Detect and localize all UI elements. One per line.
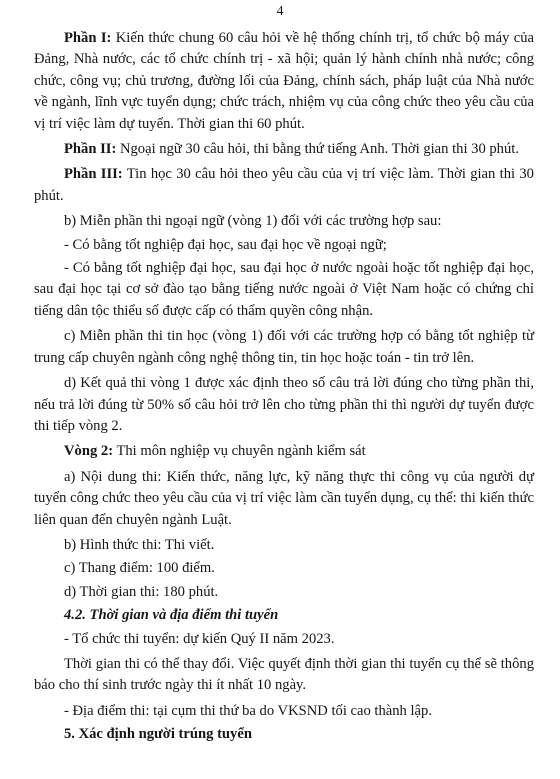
paragraph-exam-schedule: - Tổ chức thi tuyển: dự kiến Quý II năm 2023. bbox=[64, 630, 335, 647]
part-3-label: Phần III: bbox=[64, 166, 123, 183]
document-body bbox=[34, 28, 534, 750]
paragraph-exam-duration: d) Thời gian thi: 180 phút. bbox=[64, 583, 219, 600]
paragraph-exemption-item-2: - Có bằng tốt nghiệp đại học, sau đại học ở nước ngoài hoặc tốt nghiệp đại học, sau đại học tại cơ sở đào tạo bằng tiếng nước ngoài ở Việt Nam hoặc có chứng chỉ tiếng dân tộc thiểu số được cấp có thẩm quyền công nhận. bbox=[34, 260, 534, 319]
paragraph-round-2 bbox=[34, 441, 534, 462]
paragraph-time-change: Thời gian thi có thể thay đổi. Việc quyết định thời gian thi tuyển cụ thể sẽ thông báo cho thí sinh trước ngày thi ít nhất 10 ngày. bbox=[34, 655, 534, 694]
paragraph-exemption-item-1: - Có bằng tốt nghiệp đại học, sau đại học về ngoại ngữ; bbox=[64, 236, 387, 253]
paragraph-part-3 bbox=[34, 164, 534, 207]
paragraph-score-scale: c) Thang điểm: 100 điểm. bbox=[64, 560, 215, 577]
section-heading-5: 5. Xác định người trúng tuyển bbox=[64, 726, 252, 743]
paragraph-foreign-language-exemption: b) Miễn phần thi ngoại ngữ (vòng 1) đối với các trường hợp sau: bbox=[64, 213, 442, 230]
round-2-text: Thi môn nghiệp vụ chuyên ngành kiểm sát bbox=[113, 443, 366, 460]
paragraph-exam-form: b) Hình thức thi: Thi viết. bbox=[64, 536, 215, 553]
paragraph-part-2 bbox=[34, 139, 534, 160]
part-1-label: Phần I: bbox=[64, 30, 112, 46]
page-number: 4 bbox=[276, 4, 284, 19]
section-heading-4-2: 4.2. Thời gian và địa điểm thi tuyển bbox=[64, 607, 279, 624]
paragraph-part-1 bbox=[34, 28, 534, 135]
part-3-text: Tin học 30 câu hỏi theo yêu cầu của vị trí việc làm. Thời gian thi 30 phút. bbox=[34, 166, 534, 204]
paragraph-exam-content: a) Nội dung thi: Kiến thức, năng lực, kỹ năng thực thi công vụ của người dự tuyển công chức theo yêu cầu của vị trí việc làm cần tuyển dụng, cụ thể: thi kiến thức liên quan đến chuyên ngành Luật. bbox=[34, 468, 534, 528]
part-2-text: Ngoại ngữ 30 câu hỏi, thi bằng thứ tiếng Anh. Thời gian thi 30 phút. bbox=[116, 141, 519, 158]
part-1-text: Kiến thức chung 60 câu hỏi về hệ thống chính trị, tổ chức bộ máy của Đảng, Nhà nước, các tổ chức chính trị - xã hội; quản lý hành chính nhà nước; công chức, công vụ; chủ trương, đường lối của Đảng, chính sách, pháp luật của Nhà nước về ngành, lĩnh vực tuyển dụng; chức trách, nhiệm vụ của công chức theo yêu cầu của vị trí việc làm dự tuyển. Thời gian thi 60 phút. bbox=[34, 30, 534, 132]
paragraph-exam-location: - Địa điểm thi: tại cụm thi thứ ba do VKSND tối cao thành lập. bbox=[64, 702, 432, 719]
paragraph-it-exemption: c) Miễn phần thi tin học (vòng 1) đối với các trường hợp có bằng tốt nghiệp từ trung cấp chuyên ngành công nghệ thông tin, tin học hoặc toán - tin trở lên. bbox=[34, 328, 534, 366]
paragraph-round-1-result: d) Kết quả thi vòng 1 được xác định theo số câu trả lời đúng cho từng phần thi, nếu trả lời đúng từ 50% số câu hỏi trở lên cho từng phần thi thì người dự tuyển được thi tiếp vòng 2. bbox=[34, 375, 534, 434]
part-2-label: Phần II: bbox=[64, 141, 117, 158]
round-2-label: Vòng 2: bbox=[64, 443, 114, 460]
